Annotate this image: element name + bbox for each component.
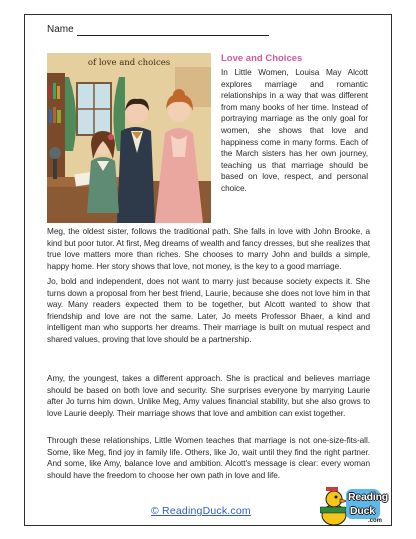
logo-text-com: .com bbox=[368, 518, 383, 524]
intro-paragraph: In Little Women, Louisa May Alcott explores marriage and romantic relationships in a way that was different from many books of her time. Instead of portraying marriage as the only goal for women, she shows that love and happiness come in many forms. Each of the March sisters has her own journey, teaching us that marriage should be based on love, respect, and personal choice. bbox=[221, 68, 368, 193]
illustration-caption: of love and choices bbox=[87, 58, 171, 68]
worksheet-page bbox=[24, 14, 392, 526]
jo-paragraph: Jo, bold and independent, does not want to marry just because society expects it. She turns down a proposal from her best friend, Laurie, because she does not love him in that way. Many readers expected them to be together, but Alcott wanted to show that friendship and love are not the same. Later, Jo meets Professor Bhaer, a kind and intelligent man who supports her dreams. Their marriage is built on mutual respect and shared values, proving that love should be a partnership. bbox=[47, 277, 370, 344]
logo-text-reading: Reading bbox=[348, 491, 389, 503]
family-scene-illustration bbox=[47, 53, 211, 223]
readingduck-logo bbox=[320, 485, 389, 529]
conclusion-paragraph: Through these relationships, Little Women teaches that marriage is not one-size-fits-all. Some, like Meg, find joy in family life. Others, like Jo, wait until they find the right partner. And some, like Amy, balance love and ambition. Alcott's message is clear: every woman should have the freedom to choose her own path in love and life. bbox=[47, 436, 370, 480]
illustration-image bbox=[47, 53, 211, 223]
meg-paragraph: Meg, the oldest sister, follows the traditional path. She falls in love with John Brooke, a kind but poor tutor. At first, Meg dreams of wealth and fancy dresses, but she realizes that true love matters more than riches. She chooses to marry John and builds a simple, happy home. Her story shows that love, not money, is the key to a good marriage. bbox=[47, 227, 370, 271]
logo-text-duck: Duck bbox=[350, 505, 375, 517]
name-field-line[interactable] bbox=[77, 35, 269, 36]
worksheet-title: Love and Choices bbox=[221, 53, 303, 64]
amy-paragraph: Amy, the youngest, takes a different approach. She is practical and believes marriage should be based on both love and security. She surprises everyone by marrying Laurie after Jo turns him down. Unlike Meg, Amy values financial stability, but she also grows to love Laurie deeply. Their marriage shows that love and ambition can exist together. bbox=[47, 374, 370, 418]
readingduck-link[interactable]: © ReadingDuck.com bbox=[151, 505, 251, 517]
name-label: Name bbox=[47, 24, 74, 35]
